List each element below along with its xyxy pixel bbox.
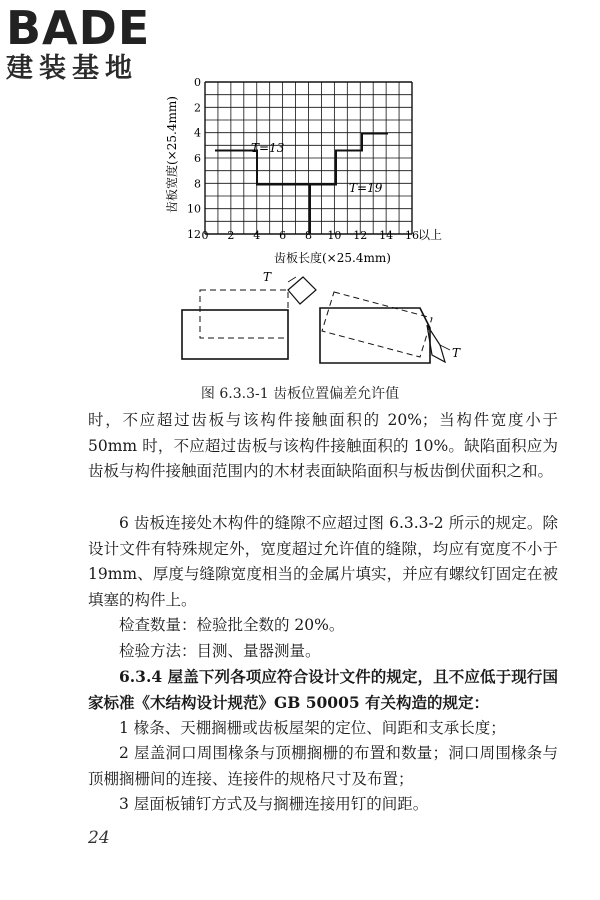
left-plate-offset xyxy=(288,277,316,304)
inspection-quantity: 检查数量：检验批全数的 20%。 xyxy=(119,616,345,634)
figure-caption: 图 6.3.3-1 齿板位置偏差允许值 xyxy=(200,386,400,402)
section-6-3-4: 6.3.4 屋盖下列各项应符合设计文件的规定，且不应低于现行国家标准《木结构设计规范》GB 50005 有关构造的规定： xyxy=(88,667,558,712)
tolerance-grid xyxy=(205,82,412,234)
x-tick-label: 4 xyxy=(253,229,261,242)
list-item-3: 3 屋面板铺钉方式及与搁栅连接用钉的间距。 xyxy=(119,795,429,813)
y-tick-label: 8 xyxy=(194,177,201,191)
x-tick-label: 0 xyxy=(201,229,209,242)
x-tick-label: 12 xyxy=(353,229,368,242)
left-t-dimension xyxy=(288,277,296,282)
y-tick-label: 12 xyxy=(187,228,201,241)
region-label-t19: T=19 xyxy=(349,181,383,195)
page-number: 24 xyxy=(88,828,110,848)
x-tick-label: 6 xyxy=(279,229,287,242)
x-tick-label: 14 xyxy=(379,229,394,242)
paragraph-defect-area: 时，不应超过齿板与该构件接触面积的 20%；当构件宽度小于 50mm 时，不应超过齿板与该构件接触面积的 10%。缺陷面积应为齿板与构件接触面范围内的木材表面缺陷面积与板齿倒伏面积之和。 xyxy=(88,411,558,481)
left-tooth-plate-outline xyxy=(200,290,288,338)
region-label-t13: T=13 xyxy=(251,141,285,155)
y-tick-label: 6 xyxy=(194,152,201,165)
y-tick-label: 10 xyxy=(187,202,201,216)
left-t-label: T xyxy=(263,270,272,284)
list-item-2: 2 屋盖洞口周围椽条与顶棚搁栅的布置和数量；洞口周围椽条与顶棚搁栅间的连接、连接件的规格尺寸及布置； xyxy=(88,744,558,788)
inspection-method: 检验方法：目测、量器测量。 xyxy=(119,642,321,660)
x-tick-label: 8 xyxy=(305,229,312,242)
y-axis-ticks xyxy=(187,76,201,241)
x-tick-label: 2 xyxy=(227,229,235,242)
x-tick-label: 10 xyxy=(327,229,342,242)
logo-brand: BADE xyxy=(6,1,151,55)
logo-subtitle: 建装基地 xyxy=(6,53,138,84)
y-tick-label: 2 xyxy=(194,101,201,115)
right-wood-member xyxy=(320,308,430,363)
paragraph-item-6: 6 齿板连接处木构件的缝隙不应超过图 6.3.3-2 所示的规定。除设计文件有特殊规定外，宽度超过允许值的缝隙，均应有宽度不小于 19mm、厚度与缝隙宽度相当的金属片填实，并应有螺纹钉固定在被填塞的构件上。 xyxy=(88,514,558,609)
right-t-label: T xyxy=(452,346,461,360)
right-tooth-plate-outline xyxy=(322,292,432,357)
x-axis-title: 齿板长度(×25.4mm) xyxy=(274,251,391,265)
y-tick-label: 0 xyxy=(194,76,201,89)
y-axis-title: 齿板宽度(×25.4mm) xyxy=(165,96,179,213)
y-tick-label: 4 xyxy=(194,126,201,140)
left-wood-member xyxy=(182,310,288,359)
tooth-plate-figure xyxy=(0,0,600,380)
x-tick-label: 16 xyxy=(405,229,419,242)
x-axis-overflow-label: 以上 xyxy=(418,228,443,242)
list-item-1: 1 椽条、天棚搁栅或齿板屋架的定位、间距和支承长度； xyxy=(119,719,506,737)
